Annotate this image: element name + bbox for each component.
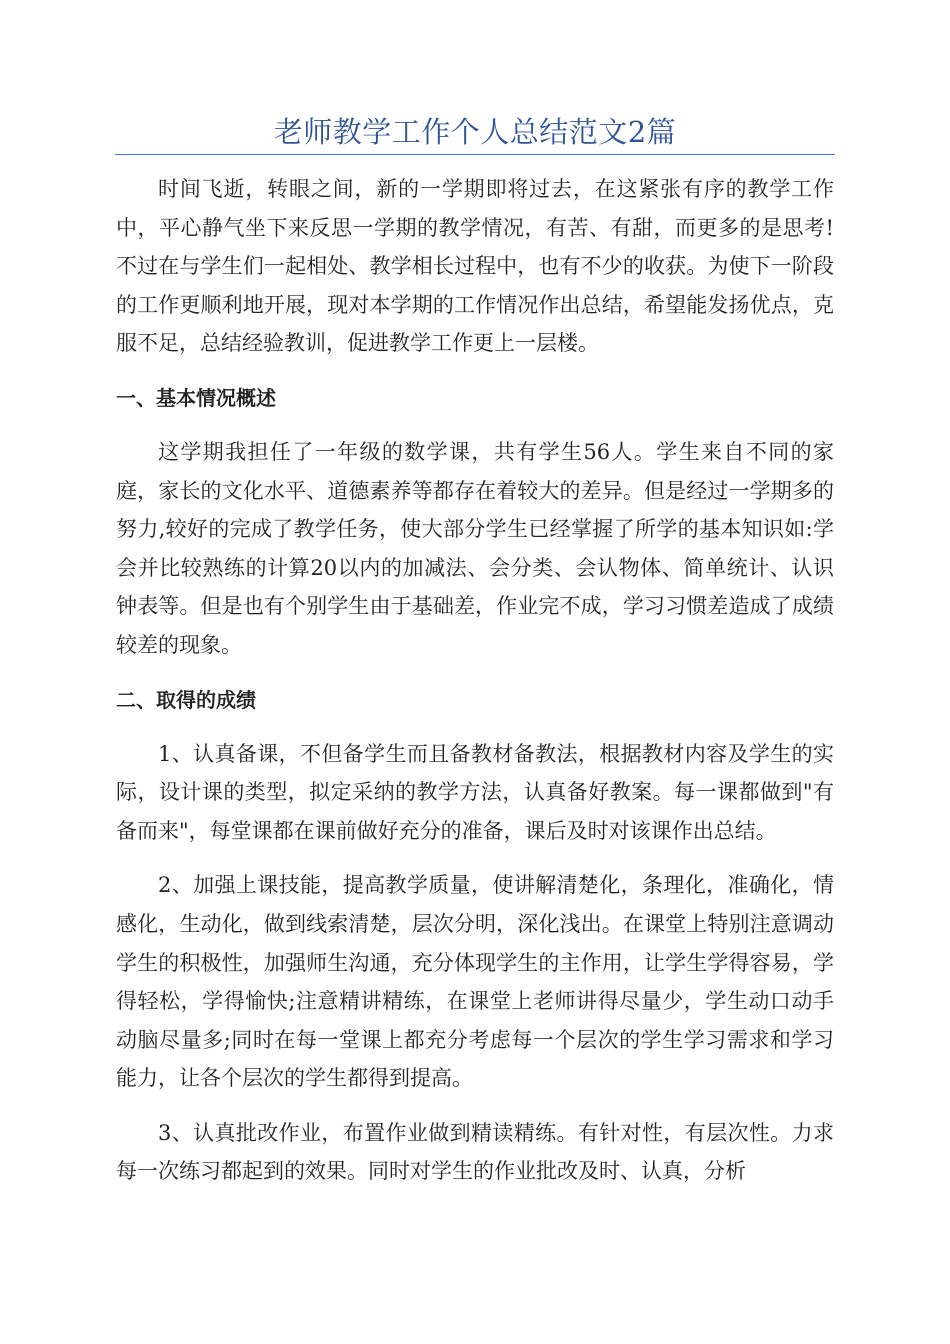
document-title: 老师教学工作个人总结范文2篇: [273, 115, 677, 149]
intro-paragraph: 时间飞逝，转眼之间，新的一学期即将过去，在这紧张有序的教学工作中，平心静气坐下来反思一学期的教学情况，有苦、有甜，而更多的是思考!不过在与学生们一起相处、教学相长过程中，也有不少的收获。为使下一阶段的工作更顺利地开展，现对本学期的工作情况作出总结，希望能发扬优点，克服不足，总结经验教训，促进教学工作更上一层楼。: [116, 177, 834, 356]
section-heading-achievements: 二、取得的成绩: [116, 687, 256, 712]
title-underline: [115, 154, 835, 155]
achievement-item-3: 3、认真批改作业，布置作业做到精读精练。有针对性，有层次性。力求每一次练习都起到的效果。同时对学生的作业批改及时、认真，分析: [116, 1120, 834, 1184]
basic-situation-paragraph: 这学期我担任了一年级的数学课，共有学生56人。学生来自不同的家庭，家长的文化水平、道德素养等都存在着较大的差异。但是经过一学期多的努力,较好的完成了教学任务，使大部分学生已经掌握了所学的基本知识如:学会并比较熟练的计算20以内的加减法、会分类、会认物体、简单统计、认识钟表等。但是也有个别学生由于基础差，作业完不成，学习习惯差造成了成绩较差的现象。: [116, 439, 834, 657]
section-heading-basic: 一、基本情况概述: [116, 385, 276, 410]
document-body: [116, 170, 834, 1191]
achievement-item-1: 1、认真备课，不但备学生而且备教材备教法，根据教材内容及学生的实际，设计课的类型，拟定采纳的教学方法，认真备好教案。每一课都做到"有备而来"，每堂课都在课前做好充分的准备，课后及时对该课作出总结。: [116, 741, 834, 843]
achievement-item-2: 2、加强上课技能，提高教学质量，使讲解清楚化，条理化，准确化，情感化，生动化，做到线索清楚，层次分明，深化浅出。在课堂上特别注意调动学生的积极性，加强师生沟通，充分体现学生的主作用，让学生学得容易，学得轻松，学得愉快;注意精讲精练，在课堂上老师讲得尽量少，学生动口动手动脑尽量多;同时在每一堂课上都充分考虑每一个层次的学生学习需求和学习能力，让各个层次的学生都得到提高。: [116, 873, 834, 1091]
